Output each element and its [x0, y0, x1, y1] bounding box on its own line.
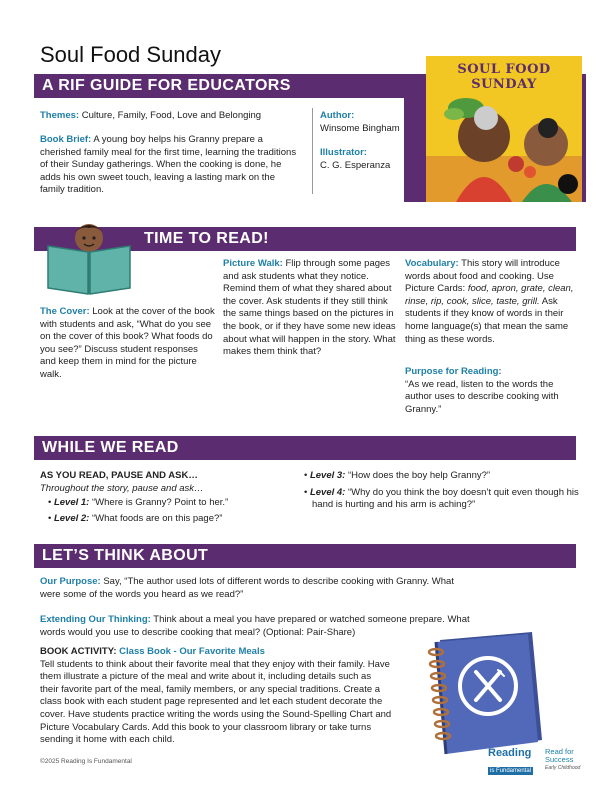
pause-subheading: Throughout the story, pause and ask…	[40, 482, 204, 494]
illustrator-label: Illustrator:	[320, 147, 367, 159]
rif-logo-reading: Reading	[488, 747, 532, 759]
activity-text: Tell students to think about their favorite meal that they enjoy with their family. Have them illustrate a picture of the meal and write about it, including details such as their favorite part of the meal, family members, or any special traditions. Create a class book with each student page represented and let each student decorate the cover. Have students practice writing the words using the Sound-Spelling Chart and Picture Vocabulary Cards. Add this book to your classroom library or take turns sending it home with each child.	[40, 658, 392, 746]
bullet: •	[48, 512, 52, 524]
cover-label: The Cover:	[40, 306, 90, 317]
level-2-text: “What foods are on this page?”	[92, 512, 223, 524]
vocabulary	[405, 258, 581, 346]
purpose-label: Purpose for Reading:	[405, 366, 502, 377]
time-to-read-label: TIME TO READ!	[144, 230, 269, 247]
while-we-read-left	[40, 470, 290, 525]
while-we-read-label: WHILE WE READ	[42, 439, 179, 456]
success-line-2: Success	[545, 755, 574, 764]
level-1-label: Level 1:	[53, 497, 90, 509]
cover-prompt	[40, 306, 216, 382]
brief-label: Book Brief:	[40, 134, 92, 145]
our-purpose-text: Say, “The author used lots of different words to describe cooking with Granny. What were some of the words you heard as we read?”	[40, 576, 454, 600]
read-for-success-logo	[545, 748, 595, 772]
guide-band	[34, 74, 404, 98]
vocab-label: Vocabulary:	[405, 258, 459, 269]
book-cover-title: SOUL FOOD SUNDAY	[457, 62, 551, 92]
author-divider	[312, 108, 313, 194]
level-2-item	[40, 513, 290, 526]
copyright: ©2025 Reading Is Fundamental	[40, 758, 132, 765]
vocab-words: food, apron, grate, clean, rinse, rip, cook, slice, taste, grill.	[405, 283, 574, 307]
bullet: •	[48, 497, 52, 509]
our-purpose	[40, 576, 460, 601]
extend-label: Extending Our Thinking:	[40, 614, 151, 625]
notebook-fork-knife-icon	[420, 628, 552, 758]
walk-label: Picture Walk:	[223, 258, 283, 269]
level-3-text: “How does the boy help Granny?”	[348, 470, 491, 481]
pause-heading: AS YOU READ, PAUSE AND ASK…	[40, 470, 198, 481]
author-block	[320, 110, 420, 172]
book-brief	[40, 134, 302, 197]
lets-think-label: LET’S THINK ABOUT	[42, 547, 209, 564]
activity-label: BOOK ACTIVITY:	[40, 646, 117, 657]
themes-value: Culture, Family, Food, Love and Belonging	[81, 110, 262, 121]
level-4-item	[296, 487, 582, 512]
cover-text: Look at the cover of the book with students and ask, “What do you see on the cover of this book? What foods do you see?” Discuss student responses and keep them in mind for the picture walk.	[40, 306, 215, 380]
extending-thinking	[40, 614, 470, 639]
page-title: Soul Food Sunday	[40, 42, 222, 67]
themes-label: Themes:	[40, 110, 80, 121]
extend-text: Think about a meal you have prepared or watched someone prepare. What words would you use to describe cooking that meal? (Optional: Pair-Share)	[40, 614, 470, 638]
while-we-read-band	[34, 436, 576, 460]
book-cover-art	[426, 56, 582, 202]
success-line-3: Early Childhood	[545, 765, 581, 771]
level-2-label: Level 2:	[53, 512, 90, 524]
purpose-text: “As we read, listen to the words the author uses to describe cooking with Granny.”	[405, 378, 559, 415]
illustrator-value: C. G. Esperanza	[320, 159, 391, 171]
success-line-1: Read for	[545, 747, 574, 756]
level-1-text: “Where is Granny? Point to her.”	[92, 497, 229, 509]
level-3-label: Level 3:	[309, 470, 346, 481]
book-activity	[40, 646, 392, 747]
purpose-for-reading	[405, 366, 581, 416]
brief-value: A young boy helps his Granny prepare a cherished family meal for the first time, learning the traditions of their Sunday gatherings. When the cooking is done, he adds his own sweet touch, leaving a lasting mark on the family tradition.	[40, 134, 297, 196]
our-purpose-label: Our Purpose:	[40, 576, 101, 587]
bullet: •	[304, 486, 308, 498]
bullet: •	[304, 470, 308, 481]
level-4-label: Level 4:	[309, 486, 346, 498]
walk-text: Flip through some pages and ask students what they notice. Remind them of what they shared about the cover. Ask students if they still think the same things based on the pictures in the book, or if they have some new ideas about what will happen in the story. What makes them think that?	[223, 258, 396, 358]
rif-logo	[488, 748, 540, 777]
author-label: Author:	[320, 110, 355, 121]
reader-book-icon	[44, 216, 134, 296]
guide-band-label: A RIF GUIDE FOR EDUCATORS	[42, 77, 291, 94]
activity-title: Class Book - Our Favorite Meals	[119, 646, 265, 657]
picture-walk	[223, 258, 397, 359]
level-4-text: “Why do you think the boy doesn’t quit even though his hand is hurting and his arm is aching?”	[312, 486, 579, 511]
vocab-text-1: This story will introduce words about food and cooking. Use Picture Cards:	[405, 258, 560, 295]
author-value: Winsome Bingham	[320, 122, 400, 134]
lets-think-band	[34, 544, 576, 568]
level-1-item	[40, 497, 290, 510]
rif-logo-fundamental: is Fundamental	[490, 768, 532, 774]
vocab-text-2: Ask students if they know of words in their home language(s) that mean the same thing as these words.	[405, 295, 569, 345]
while-we-read-right	[296, 470, 582, 512]
themes-line	[40, 110, 302, 123]
level-3-item	[296, 470, 582, 483]
